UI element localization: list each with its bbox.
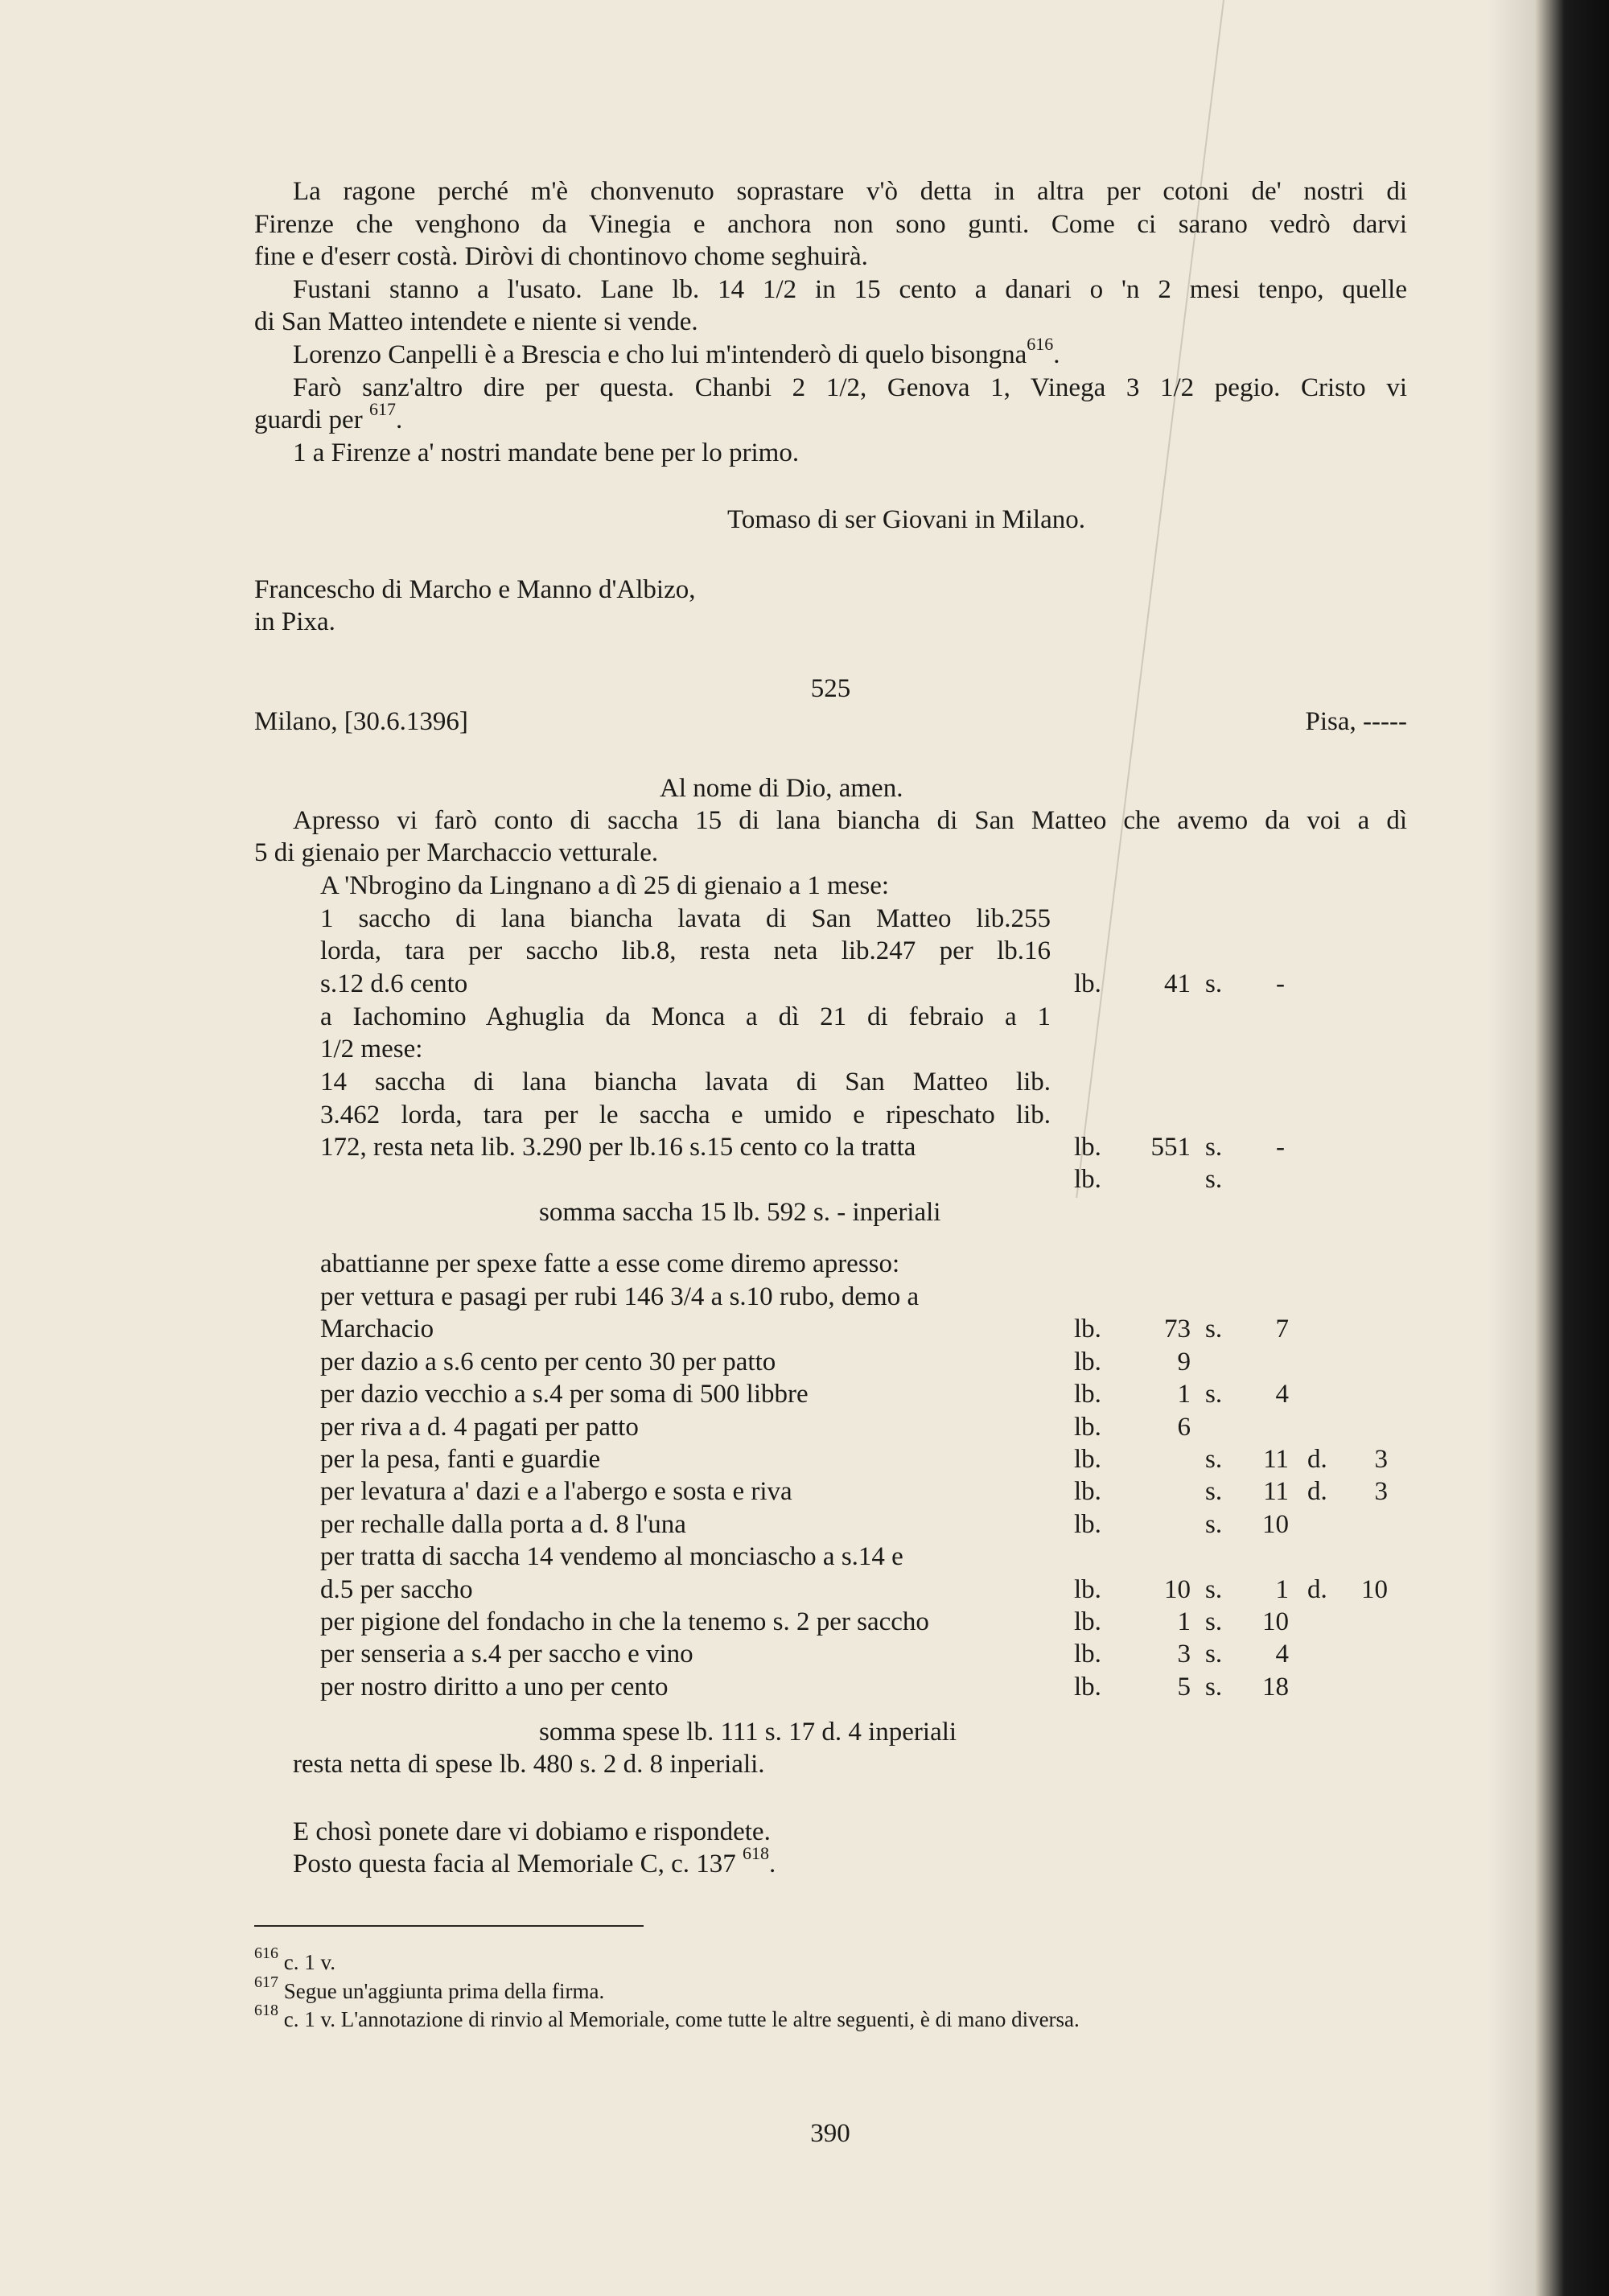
amount-s-label: s. <box>1205 1133 1223 1162</box>
expense-lb-label: lb. <box>1074 1477 1101 1506</box>
intro-line-8-text: guardi per <box>254 405 363 434</box>
body-line-2: 5 di gienaio per Marchaccio vetturale. <box>254 838 659 867</box>
expense-lb-value: 1 <box>1177 1607 1191 1636</box>
entry-line: 1/2 mese: <box>320 1035 423 1064</box>
footnote-618 <box>254 2002 1080 2033</box>
expense-lb-value: 10 <box>1164 1575 1191 1604</box>
place-date-right: Pisa, ----- <box>1305 707 1407 736</box>
amount-lb-value: 41 <box>1164 969 1191 998</box>
expense-text: per nostro diritto a uno per cento <box>320 1673 669 1701</box>
expense-lb-label: lb. <box>1074 1575 1101 1604</box>
expense-s-label: s. <box>1205 1673 1223 1701</box>
entry-line: 14 saccha di lana biancha lavata di San Matteo lib. <box>320 1068 1051 1097</box>
expense-d-value: 10 <box>1361 1575 1388 1604</box>
address-line-2: in Pixa. <box>254 607 335 636</box>
expense-d-value: 3 <box>1374 1445 1388 1474</box>
amount-s-label: s. <box>1205 969 1223 998</box>
footnote-616 <box>254 1944 335 1976</box>
expense-lb-label: lb. <box>1074 1348 1101 1376</box>
body-line-1: Apresso vi farò conto di saccha 15 di lana biancha di San Matteo che avemo da voi a dì <box>293 806 1407 835</box>
expense-text: per tratta di saccha 14 vendemo al monciascho a s.14 e <box>320 1542 903 1571</box>
entry-line: lorda, tara per saccho lib.8, resta neta lib.247 per lb.16 <box>320 936 1051 965</box>
expense-text: per dazio vecchio a s.4 per soma di 500 libbre <box>320 1380 809 1409</box>
expense-lb-label: lb. <box>1074 1380 1101 1409</box>
expense-lb-label: lb. <box>1074 1510 1101 1539</box>
amount-lb-label: lb. <box>1074 1133 1101 1162</box>
expense-s-label: s. <box>1205 1380 1223 1409</box>
expense-s-value: 4 <box>1275 1380 1289 1409</box>
expense-s-label: s. <box>1205 1575 1223 1604</box>
intro-line-8 <box>254 399 403 436</box>
expense-lb-label: lb. <box>1074 1413 1101 1442</box>
expense-lb-value: 6 <box>1177 1413 1191 1442</box>
amount-s-value: - <box>1276 1133 1285 1162</box>
footnote-text: c. 1 v. L'annotazione di rinvio al Memoriale, come tutte le altre seguenti, è di mano diversa. <box>283 2007 1080 2031</box>
expense-d-label: d. <box>1307 1445 1327 1474</box>
entry-line: A 'Nbrogino da Lingnano a dì 25 di gienaio a 1 mese: <box>320 871 890 900</box>
expense-d-value: 3 <box>1374 1477 1388 1506</box>
place-date-left: Milano, [30.6.1396] <box>254 707 468 736</box>
invocation: Al nome di Dio, amen. <box>660 774 903 803</box>
expense-lb-value: 3 <box>1177 1640 1191 1669</box>
expense-s-value: 7 <box>1275 1315 1289 1343</box>
expense-s-label: s. <box>1205 1445 1223 1474</box>
expense-s-value: 11 <box>1263 1477 1289 1506</box>
closing-line-2 <box>293 1843 776 1880</box>
amount-s-value: - <box>1276 969 1285 998</box>
footnote-text: Segue un'aggiunta prima della firma. <box>283 1979 605 2003</box>
entry-line: a Iachomino Aghuglia da Monca a dì 21 di febraio a 1 <box>320 1002 1051 1031</box>
amount-lb-value: 551 <box>1150 1133 1191 1162</box>
footnote-number: 617 <box>254 1973 278 1991</box>
expense-s-value: 18 <box>1262 1673 1289 1701</box>
somma-spese: somma spese lb. 111 s. 17 d. 4 inperiali <box>539 1718 957 1747</box>
entry-line: 1 saccho di lana biancha lavata di San Matteo lib.255 <box>320 904 1051 933</box>
expense-lb-label: lb. <box>1074 1673 1101 1701</box>
footnote-ref-616: 616 <box>1027 334 1054 354</box>
closing-line-1: E chosì ponete dare vi dobiamo e rispondete. <box>293 1817 771 1846</box>
expense-s-label: s. <box>1205 1315 1223 1343</box>
expense-s-value: 4 <box>1275 1640 1289 1669</box>
expense-d-label: d. <box>1307 1575 1327 1604</box>
intro-line-5: di San Matteo intendete e niente si vende. <box>254 307 698 336</box>
somma-saccha: somma saccha 15 lb. 592 s. - inperiali <box>539 1198 941 1227</box>
intro-line-1: La ragone perché m'è chonvenuto soprastare v'ò detta in altra per cotoni de' nostri di <box>293 177 1407 206</box>
expense-text: per riva a d. 4 pagati per patto <box>320 1413 639 1442</box>
intro-line-3: fine e d'eserr costà. Diròvi di chontinovo chome seghuirà. <box>254 242 868 271</box>
amount-s-label: s. <box>1205 1165 1223 1194</box>
footnote-rule <box>254 1925 644 1927</box>
expense-lb-value: 9 <box>1177 1348 1191 1376</box>
expenses-intro: abattianne per spexe fatte a esse come diremo apresso: <box>320 1249 900 1278</box>
expense-text: per senseria a s.4 per saccho e vino <box>320 1640 693 1669</box>
expense-s-label: s. <box>1205 1607 1223 1636</box>
intro-line-6-text: Lorenzo Canpelli è a Brescia e cho lui m'intenderò di quelo bisongna <box>293 340 1027 369</box>
expense-s-value: 11 <box>1263 1445 1289 1474</box>
footnote-number: 616 <box>254 1944 278 1962</box>
footnote-ref-617: 617 <box>368 399 396 419</box>
entry-line: 172, resta neta lib. 3.290 per lb.16 s.15 cento co la tratta <box>320 1133 916 1162</box>
footnote-ref-618: 618 <box>743 1843 770 1863</box>
footnote-text: c. 1 v. <box>283 1950 335 1974</box>
expense-lb-label: lb. <box>1074 1640 1101 1669</box>
expense-text: per pigione del fondacho in che la tenemo s. 2 per saccho <box>320 1607 929 1636</box>
footnote-number: 618 <box>254 2002 278 2019</box>
signature: Tomaso di ser Giovani in Milano. <box>727 505 1085 534</box>
footnote-617 <box>254 1973 605 2005</box>
intro-line-8-punct: . <box>395 405 403 434</box>
intro-line-2: Firenze che venghono da Vinegia e anchora non sono gunti. Come ci sarano vedrò darvi <box>254 210 1407 239</box>
closing-line-2-punct: . <box>769 1850 776 1878</box>
expense-text: per vettura e pasagi per rubi 146 3/4 a s.10 rubo, demo a <box>320 1282 920 1311</box>
intro-line-6-punct: . <box>1053 340 1060 369</box>
closing-line-2-text: Posto questa facia al Memoriale C, c. 137 <box>293 1850 736 1878</box>
expense-text: per levatura a' dazi e a l'abergo e sosta e riva <box>320 1477 792 1506</box>
expense-text: d.5 per saccho <box>320 1575 473 1604</box>
entry-line: 3.462 lorda, tara per le saccha e umido e ripeschato lib. <box>320 1101 1051 1129</box>
intro-line-7: Farò sanz'altro dire per questa. Chanbi 2 1/2, Genova 1, Vinega 3 1/2 pegio. Cristo vi <box>293 373 1407 402</box>
letter-number: 525 <box>810 674 851 703</box>
intro-line-4: Fustani stanno a l'usato. Lane lb. 14 1/2 in 15 cento a danari o 'n 2 mesi tenpo, quelle <box>293 275 1407 304</box>
expense-lb-value: 1 <box>1177 1380 1191 1409</box>
expense-s-label: s. <box>1205 1477 1223 1506</box>
page-edge <box>1535 0 1609 2296</box>
amount-lb-label: lb. <box>1074 969 1101 998</box>
expense-text: Marchacio <box>320 1315 434 1343</box>
expense-s-label: s. <box>1205 1640 1223 1669</box>
page-number: 390 <box>810 2119 850 2148</box>
resta-netta: resta netta di spese lb. 480 s. 2 d. 8 inperiali. <box>293 1750 765 1779</box>
expense-d-label: d. <box>1307 1477 1327 1506</box>
address-line-1: Francescho di Marcho e Manno d'Albizo, <box>254 575 696 604</box>
amount-lb-label: lb. <box>1074 1165 1101 1194</box>
expense-lb-value: 5 <box>1177 1673 1191 1701</box>
page-shadow <box>1487 0 1535 2296</box>
expense-lb-label: lb. <box>1074 1607 1101 1636</box>
intro-line-6 <box>293 334 1060 371</box>
expense-lb-label: lb. <box>1074 1445 1101 1474</box>
expense-s-value: 1 <box>1275 1575 1289 1604</box>
expense-text: per dazio a s.6 cento per cento 30 per patto <box>320 1348 776 1376</box>
expense-s-value: 10 <box>1262 1510 1289 1539</box>
expense-s-value: 10 <box>1262 1607 1289 1636</box>
expense-lb-label: lb. <box>1074 1315 1101 1343</box>
expense-text: per rechalle dalla porta a d. 8 l'una <box>320 1510 686 1539</box>
expense-s-label: s. <box>1205 1510 1223 1539</box>
intro-line-9: 1 a Firenze a' nostri mandate bene per lo primo. <box>293 438 800 467</box>
expense-text: per la pesa, fanti e guardie <box>320 1445 601 1474</box>
entry-line: s.12 d.6 cento <box>320 969 468 998</box>
expense-lb-value: 73 <box>1164 1315 1191 1343</box>
